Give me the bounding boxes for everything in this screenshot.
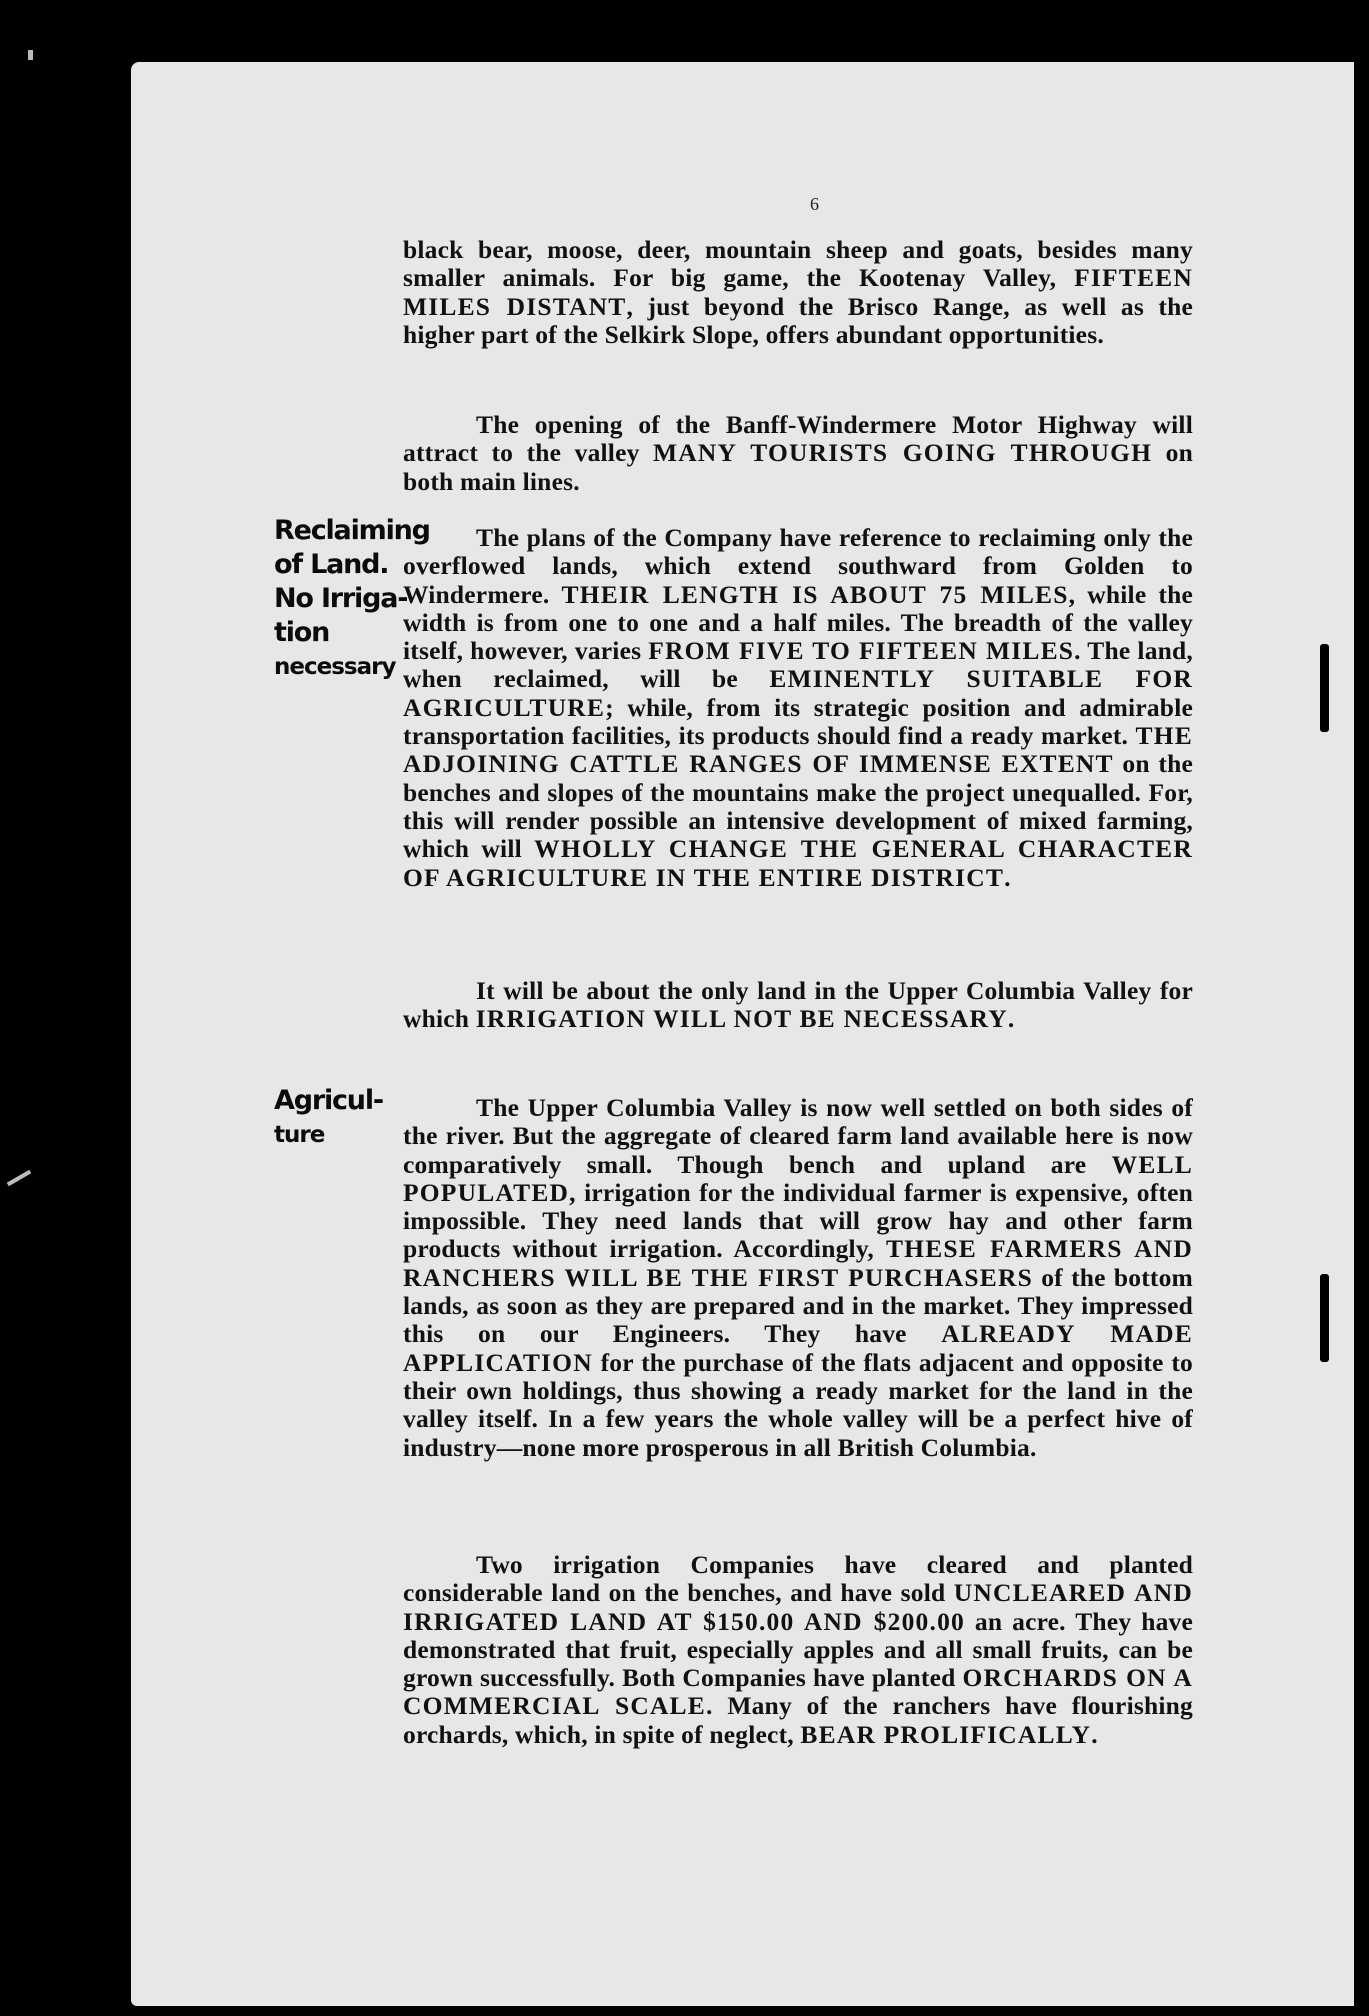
paragraph-reclaiming: The plans of the Company have reference to reclaiming only the overflowed lands, which extend southward from Golden to Windermere. THEIR LENGTH IS ABOUT 75 MILES, while the width is from one to one and a half miles. The breadth of the valley itself, however, varies FROM FIVE TO FIFTEEN MILES. The land, when reclaimed, will be EMINENTLY SUITABLE FOR AGRICULTURE; while, from its strategic position and admirable transportation facilities, its products should find a ready market. THE ADJOINING CATTLE RANGES OF IMMENSE EXTENT on the benches and slopes of the mountains make the project unequalled. For, this will render possible an intensive development of mixed farming, which will WHOLLY CHANGE THE GENERAL CHARACTER OF AGRICULTURE IN THE ENTIRE DISTRICT. xyxy=(403,523,1193,892)
sidenote-line: No Irriga- xyxy=(274,583,408,614)
body-text xyxy=(403,411,1193,496)
scan-speck xyxy=(7,1170,32,1186)
body-text xyxy=(403,977,1193,1034)
scan-binding-mark xyxy=(1320,1274,1329,1362)
page-number: 6 xyxy=(810,194,819,214)
scan-binding-mark xyxy=(1320,644,1329,732)
paragraph-irrigation: It will be about the only land in the Upper Columbia Valley for which IRRIGATION WILL NOT BE NECESSARY. xyxy=(403,976,1193,1034)
paragraph-orchards: Two irrigation Companies have cleared and planted considerable land on the benches, and have sold UNCLEARED AND IRRIGATED LAND AT $150.00 AND $200.00 an acre. They have demonstrated that fruit, especially apples and all small fruits, can be grown successfully. Both Companies have planted ORCHARDS ON A COMMERCIAL SCALE. Many of the ranchers have flourishing orchards, which, in spite of neglect, BEAR PROLIFICALLY. xyxy=(403,1550,1193,1749)
sidenote-line: ture xyxy=(274,1122,325,1148)
body-text xyxy=(403,236,1193,349)
paragraph-highway: The opening of the Banff-Windermere Motor Highway will attract to the valley MANY TOURISTS GOING THROUGH on both main lines. xyxy=(403,410,1193,496)
body-text xyxy=(403,524,1193,892)
sidenote-line: necessary xyxy=(274,654,396,680)
sidenote-line: tion xyxy=(274,617,330,648)
body-text xyxy=(403,1551,1193,1749)
paragraph-agriculture: The Upper Columbia Valley is now well settled on both sides of the river. But the aggregate of cleared farm land available here is now comparatively small. Though bench and upland are WELL POPULATED, irrigation for the individual farmer is expensive, often impossible. They need lands that will grow hay and other farm products without irrigation. Accordingly, THESE FARMERS AND RANCHERS WILL BE THE FIRST PURCHASERS of the bottom lands, as soon as they are prepared and in the market. They impressed this on our Engineers. They have ALREADY MADE APPLICATION for the purchase of the flats adjacent and opposite to their own holdings, thus showing a ready market for the land in the valley itself. In a few years the whole valley will be a perfect hive of industry—none more prosperous in all British Columbia. xyxy=(403,1093,1193,1462)
sidenote-line: of Land. xyxy=(274,549,389,580)
sidenote-reclaiming xyxy=(274,514,430,684)
paragraph-wildlife: black bear, moose, deer, mountain sheep and goats, besides many smaller animals. For big game, the Kootenay Valley, FIFTEEN MILES DISTANT, just beyond the Brisco Range, as well as the higher part of the Selkirk Slope, offers abundant opportunities. xyxy=(403,235,1193,349)
sidenote-line: Agricul- xyxy=(274,1085,383,1116)
scan-speck xyxy=(28,50,33,60)
sidenote-line: Reclaiming xyxy=(274,515,430,546)
body-text xyxy=(403,1094,1193,1462)
sidenote-agriculture xyxy=(274,1084,414,1152)
